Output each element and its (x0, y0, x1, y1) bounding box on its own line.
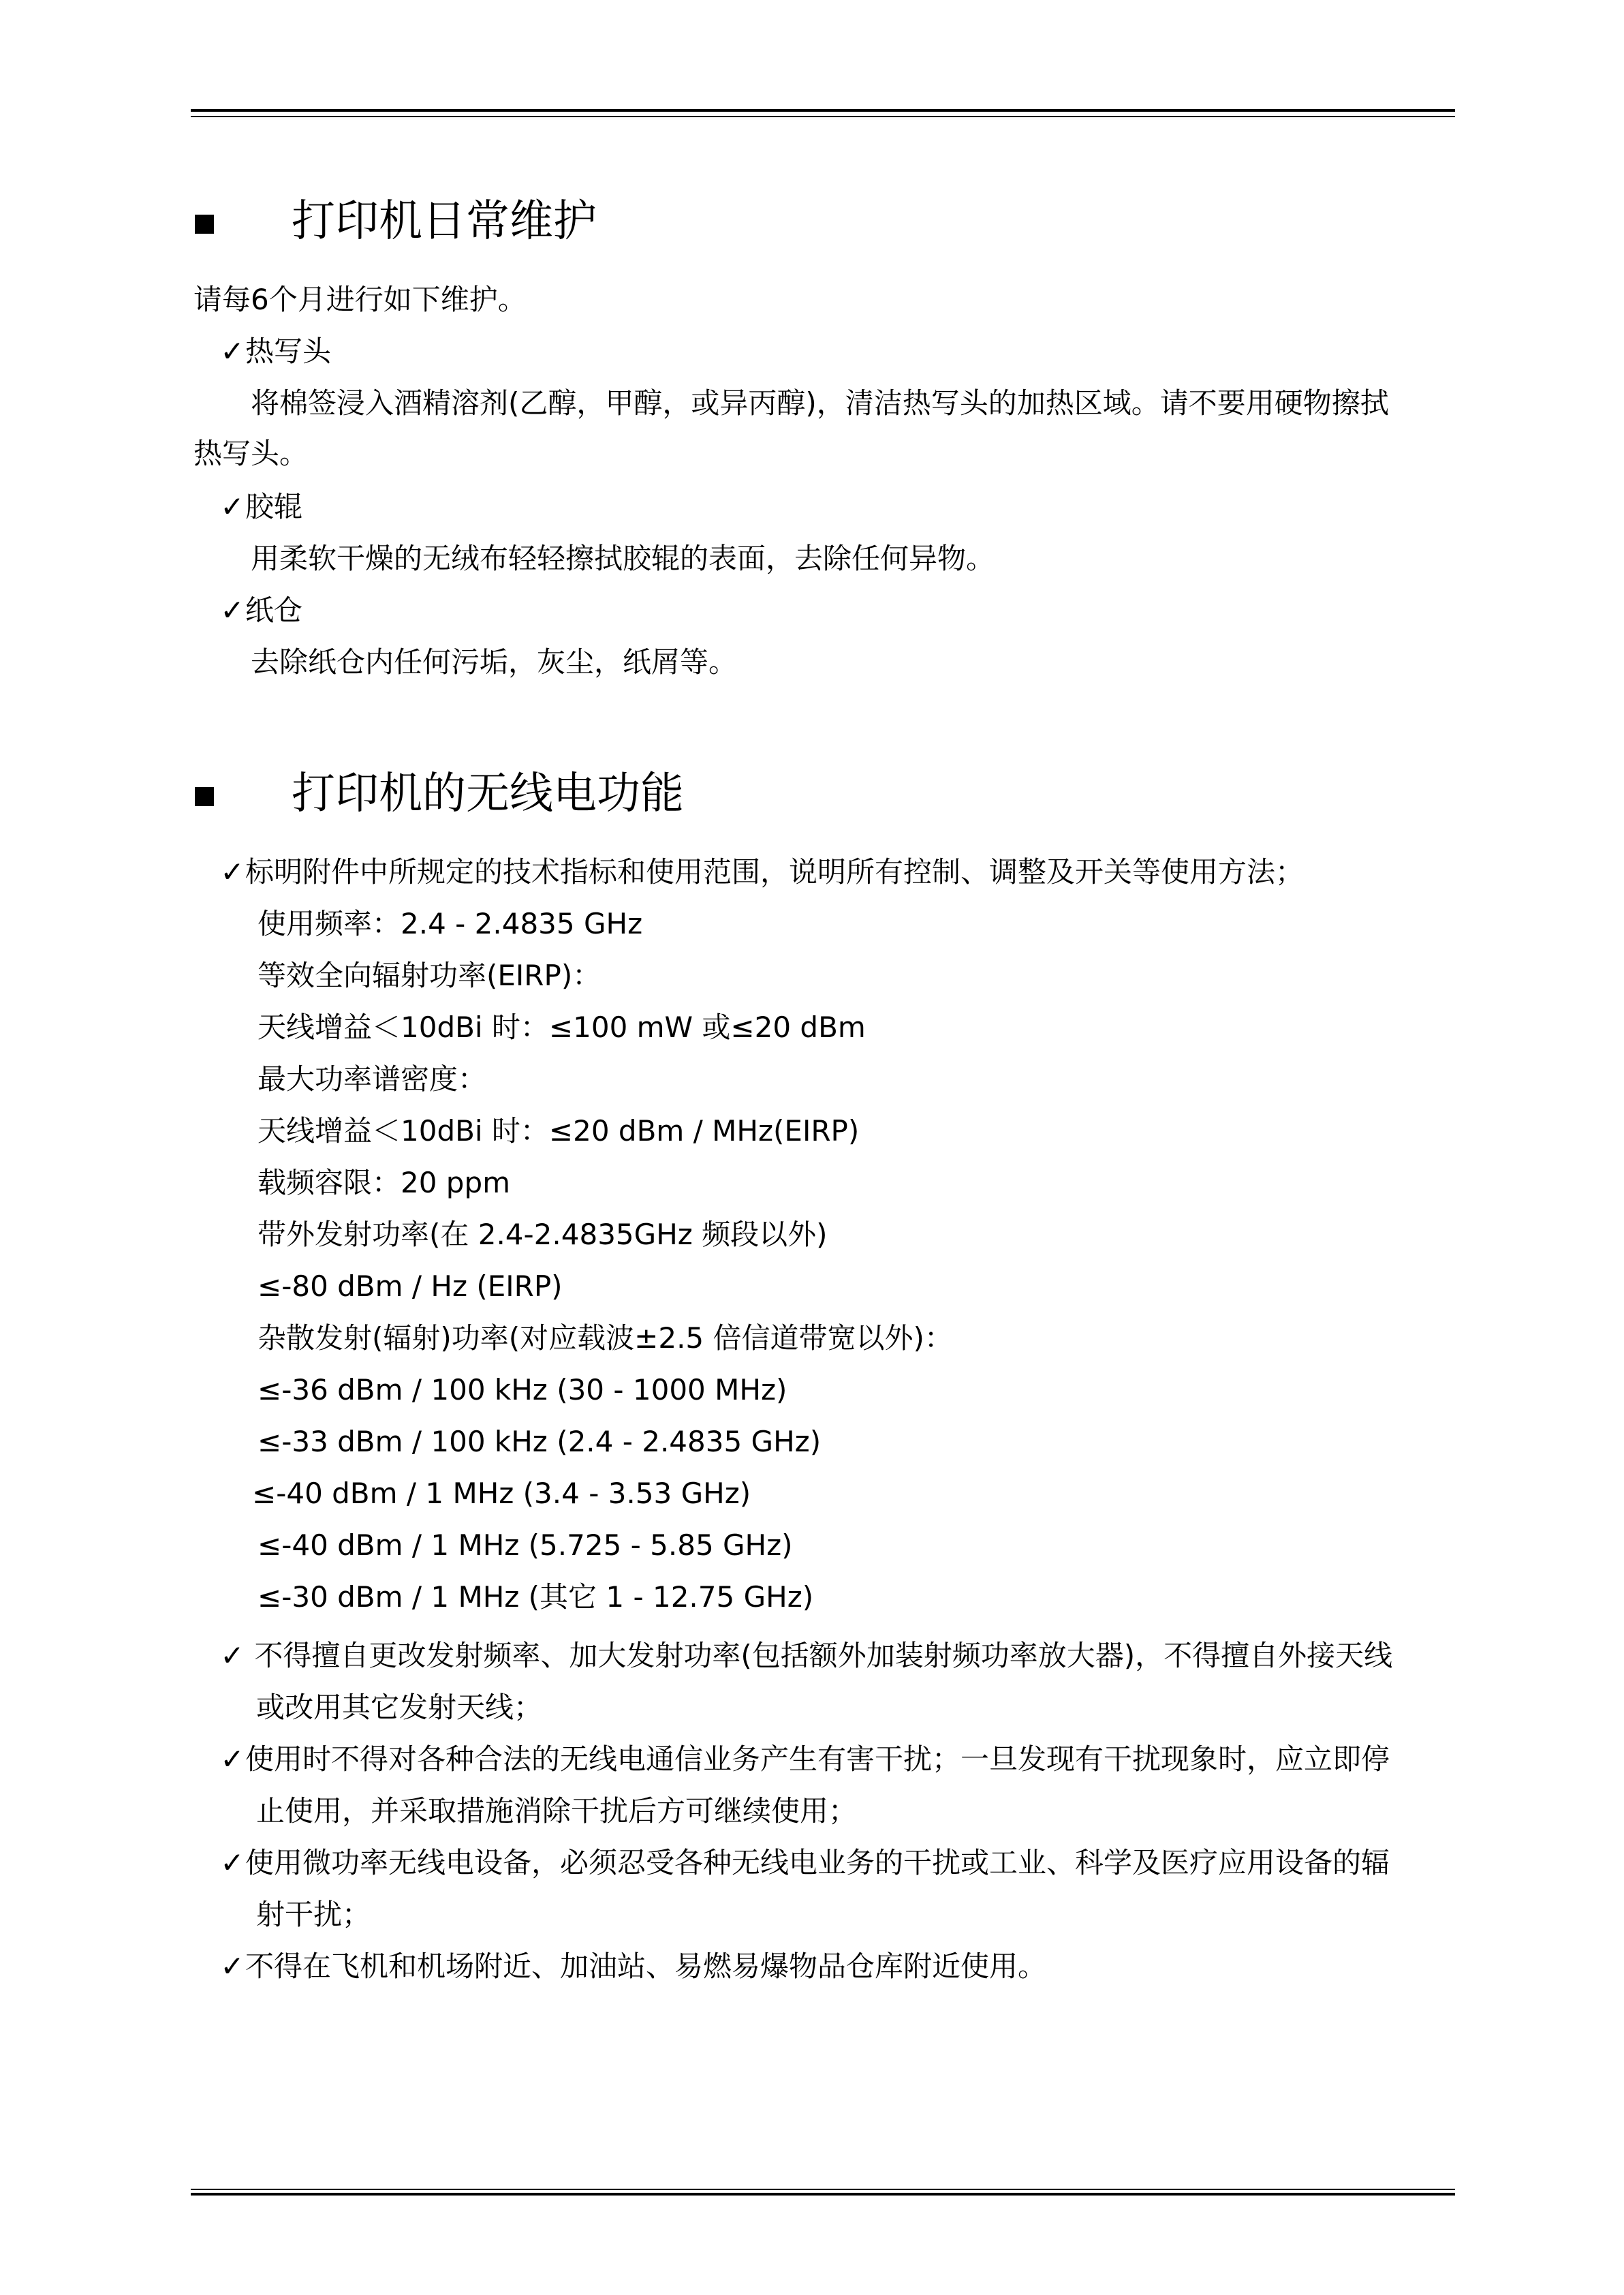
section2-title: 打印机的无线电功能 (292, 769, 684, 819)
radio-bullet-5: ✓不得在飞机和机场附近、加油站、易燃易爆物品仓库附近使用。 (219, 1946, 1046, 1987)
radio-bullet-2-cont: 或改用其它发射天线； (256, 1691, 543, 1724)
checkmark-icon: ✓ (220, 594, 245, 627)
checkmark-icon: ✓ (220, 1742, 245, 1776)
spec-line: ≤-80 dBm / Hz (EIRP) (257, 1269, 563, 1303)
spec-line: 使用频率：2.4 - 2.4835 GHz (257, 907, 643, 940)
spec-line: 带外发射功率(在 2.4-2.4835GHz 频段以外) (257, 1218, 828, 1251)
radio-bullet-4-cont: 射干扰； (256, 1898, 371, 1931)
spec-line: ≤-40 dBm / 1 MHz (5.725 - 5.85 GHz) (257, 1528, 793, 1562)
checkmark-icon: ✓ (220, 1846, 245, 1879)
checkmark-icon: ✓ (220, 855, 245, 889)
spec-line: ≤-30 dBm / 1 MHz (其它 1 - 12.75 GHz) (257, 1580, 814, 1614)
spec-line: ≤-40 dBm / 1 MHz (3.4 - 3.53 GHz) (252, 1477, 751, 1510)
header-rule-thin (191, 116, 1455, 117)
spec-line: 载频容限：20 ppm (257, 1166, 511, 1199)
spec-line: 天线增益＜10dBi 时：≤100 mW 或≤20 dBm (257, 1011, 866, 1044)
item-paper-bin: ✓纸仓 (219, 590, 302, 631)
item-thermal-head-text-1: 将棉签浸入酒精溶剂(乙醇，甲醇，或异丙醇)，清洁热写头的加热区域。请不要用硬物擦拭 (251, 386, 1389, 420)
spec-line: ≤-33 dBm / 100 kHz (2.4 - 2.4835 GHz) (257, 1425, 822, 1458)
item-rubber-roller-text: 用柔软干燥的无绒布轻轻擦拭胶辊的表面，去除任何异物。 (251, 542, 995, 575)
radio-bullet-1: ✓标明附件中所规定的技术指标和使用范围，说明所有控制、调整及开关等使用方法； (219, 852, 1304, 893)
item-rubber-roller: ✓胶辊 (219, 487, 302, 527)
checkmark-icon: ✓ (220, 335, 245, 368)
radio-bullet-3-cont: 止使用，并采取措施消除干扰后方可继续使用； (256, 1794, 858, 1828)
square-bullet-icon (195, 787, 214, 806)
radio-bullet-3: ✓使用时不得对各种合法的无线电通信业务产生有害干扰；一旦发现有干扰现象时，应立即停 (219, 1739, 1390, 1780)
checkmark-icon: ✓ (220, 490, 245, 523)
item-thermal-head: ✓热写头 (219, 331, 331, 372)
section1-title: 打印机日常维护 (292, 196, 597, 247)
spec-line: 天线增益＜10dBi 时：≤20 dBm / MHz(EIRP) (257, 1114, 860, 1148)
checkmark-icon: ✓ (220, 1639, 245, 1672)
spec-line: ≤-36 dBm / 100 kHz (30 - 1000 MHz) (257, 1373, 787, 1406)
footer-rule-thick (191, 2193, 1455, 2196)
spec-line: 杂散发射(辐射)功率(对应载波±2.5 倍信道带宽以外)： (257, 1321, 953, 1355)
spec-line: 最大功率谱密度： (257, 1062, 487, 1096)
spec-line: 等效全向辐射功率(EIRP)： (257, 959, 602, 992)
footer-rule-thin (191, 2189, 1455, 2190)
item-paper-bin-text: 去除纸仓内任何污垢，灰尘，纸屑等。 (251, 645, 738, 679)
radio-bullet-4: ✓使用微功率无线电设备，必须忍受各种无线电业务的干扰或工业、科学及医疗应用设备的辐 (219, 1843, 1390, 1883)
header-rule-thick (191, 109, 1455, 112)
square-bullet-icon (195, 215, 214, 234)
checkmark-icon: ✓ (220, 1950, 245, 1983)
item-thermal-head-text-2: 热写头。 (193, 437, 309, 470)
radio-bullet-2: ✓ 不得擅自更改发射频率、加大发射功率(包括额外加装射频功率放大器)，不得擅自外接天线 (219, 1635, 1392, 1676)
section1-intro: 请每6个月进行如下维护。 (193, 283, 527, 316)
